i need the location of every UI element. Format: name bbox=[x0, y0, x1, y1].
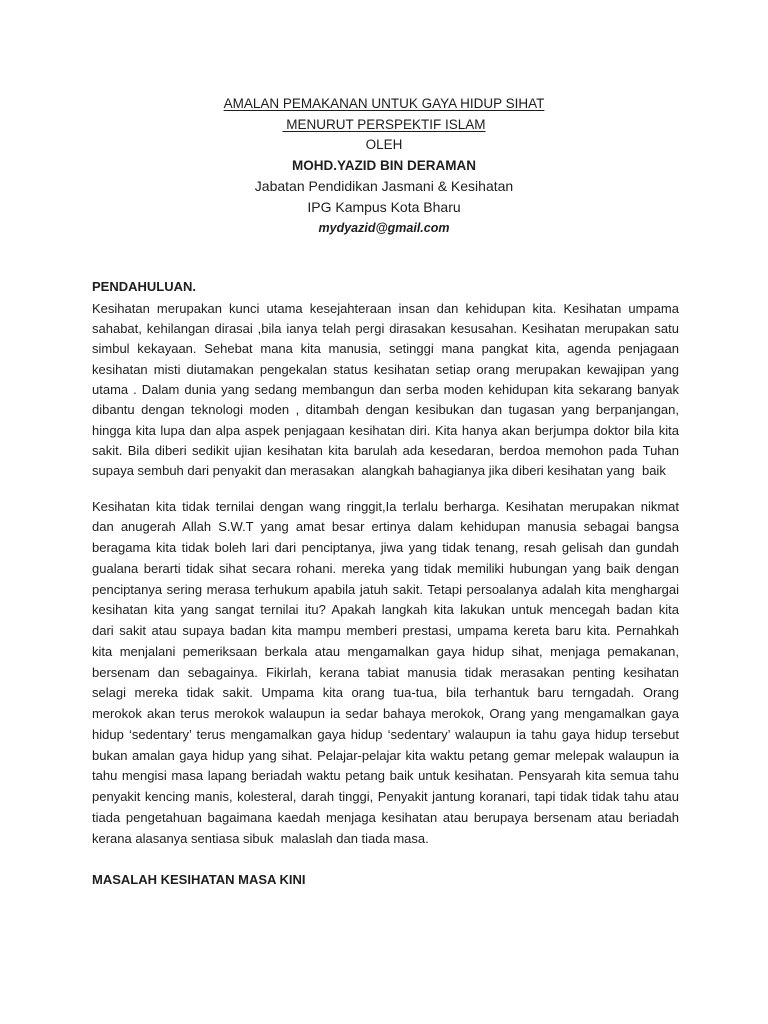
paragraph-line: selagi mereka tidak sakit. Umpama kita orang tua-tua, bila terhantuk baru terngadah. Orang bbox=[92, 685, 679, 701]
paragraph-line: kerana alasanya sentiasa sibuk malaslah dan tiada masa. bbox=[92, 830, 429, 846]
by-label: OLEH bbox=[365, 137, 403, 153]
section-heading-pendahuluan: PENDAHULUAN. bbox=[92, 279, 196, 294]
section-heading-masalah-kesihatan: MASALAH KESIHATAN MASA KINI bbox=[92, 872, 306, 887]
paragraph-line: supaya sembuh dari penyakit dan merasakan alangkah bahagianya jika diberi kesihatan yang baik bbox=[92, 463, 666, 479]
paragraph-line: sakit. Bila diberi sedikit ujian kesihatan kita barulah ada kesedaran, berdoa memohon pada Tuhan bbox=[92, 442, 679, 458]
paragraph-line: penyakit kencing manis, kolesteral, darah tinggi, Penyakit jantung koranari, tapi tidak tidak tahu atau bbox=[92, 789, 679, 805]
paragraph-line: bersenam dan sebagainya. Fikirlah, kerana tabiat manusia tidak merasakan penting kesihatan bbox=[92, 664, 679, 680]
author-email: mydyazid@gmail.com bbox=[318, 220, 450, 235]
paragraph-line: penciptanya sering merasa terhukum apabila jatuh sakit. Tetapi persoalanya adalah kita menghargai bbox=[92, 581, 679, 597]
paragraph-line: bukan amalan gaya hidup yang sihat. Pelajar-pelajar kita waktu petang gemar melepak walaupun ia bbox=[92, 747, 679, 763]
title-block bbox=[0, 94, 768, 238]
paragraph-line: tiada pengetahuan bagaimana kaedah menjaga kesihatan atau berupaya bersenam atau beriadah bbox=[92, 809, 679, 825]
title-line-1: AMALAN PEMAKANAN UNTUK GAYA HIDUP SIHAT bbox=[223, 96, 545, 111]
paragraph-line: Kesihatan merupakan kunci utama kesejahteraan insan dan kehidupan kita. Kesihatan umpama bbox=[92, 300, 679, 316]
paragraph-line: kesihatan misti diutamakan pengekalan status kesihatan setiap orang merupakan kewajipan yang bbox=[92, 361, 679, 377]
paragraph-line: hidup ‘sedentary’ terus mengamalkan gaya hidup ‘sedentary’ walaupun ia tahu gaya hidup tersebut bbox=[92, 726, 679, 742]
paragraph-line: beragama kita tidak boleh lari dari penciptanya, jiwa yang tidak tenang, resah gelisah dan gundah bbox=[92, 540, 679, 556]
paragraph-line: kita menjalani pemeriksaan berkala atau mengamalkan gaya hidup sihat, menjaga pemakanan, bbox=[92, 643, 679, 659]
paragraph-line: gualana berarti tidak sihat secara rohani. mereka yang tidak memiliki hubungan yang baik dengan bbox=[92, 560, 679, 576]
paragraph-line: Kesihatan kita tidak ternilai dengan wang ringgit,Ia terlalu berharga. Kesihatan merupakan nikmat bbox=[92, 498, 679, 514]
paragraph-1 bbox=[92, 299, 679, 482]
paragraph-line: sahabat, kehilangan dirasai ,bila ianya telah pergi dirasakan kesusahan. Kesihatan merupakan satu bbox=[92, 321, 679, 337]
paragraph-line: kesihatan kita yang sangat ternilai itu? Apakah langkah kita lakukan untuk mencegah badan kita bbox=[92, 602, 679, 618]
paragraph-line: dan anugerah Allah S.W.T yang amat besar ertinya dalam kehidupan manusia sebagai bangsa bbox=[92, 519, 679, 535]
paragraph-line: dari sakit atau supaya badan kita mampu memberi prestasi, umpama kereta baru kita. Pernahkah bbox=[92, 623, 679, 639]
author-name: MOHD.YAZID BIN DERAMAN bbox=[291, 157, 476, 173]
paragraph-line: hingga kita lupa dan alpa aspek penjagaan kesihatan diri. Kita hanya akan berjumpa doktor bila kita bbox=[92, 422, 679, 438]
title-line-2: MENURUT PERSPEKTIF ISLAM bbox=[282, 116, 486, 132]
paragraph-line: utama . Dalam dunia yang sedang membangun dan serba moden kehidupan kita sekarang banyak bbox=[92, 381, 679, 397]
paragraph-line: dibantu dengan teknologi moden , ditambah dengan kesibukan dan tugasan yang berpanjangan, bbox=[92, 402, 679, 418]
paragraph-line: simbul kekayaan. Sehebat mana kita manusia, setinggi mana pangkat kita, agenda penjagaan bbox=[92, 341, 679, 357]
paragraph-2 bbox=[92, 497, 679, 850]
author-institution: IPG Kampus Kota Bharu bbox=[307, 198, 461, 215]
paragraph-line: merokok akan terus merokok walaupun ia sedar bahaya merokok, Orang yang mengamalkan gaya bbox=[92, 706, 679, 722]
author-department: Jabatan Pendidikan Jasmani & Kesihatan bbox=[254, 178, 514, 195]
paragraph-line: tahu mengisi masa lapang beriadah waktu petang baik untuk kesihatan. Pensyarah kita semua tahu bbox=[92, 768, 679, 784]
